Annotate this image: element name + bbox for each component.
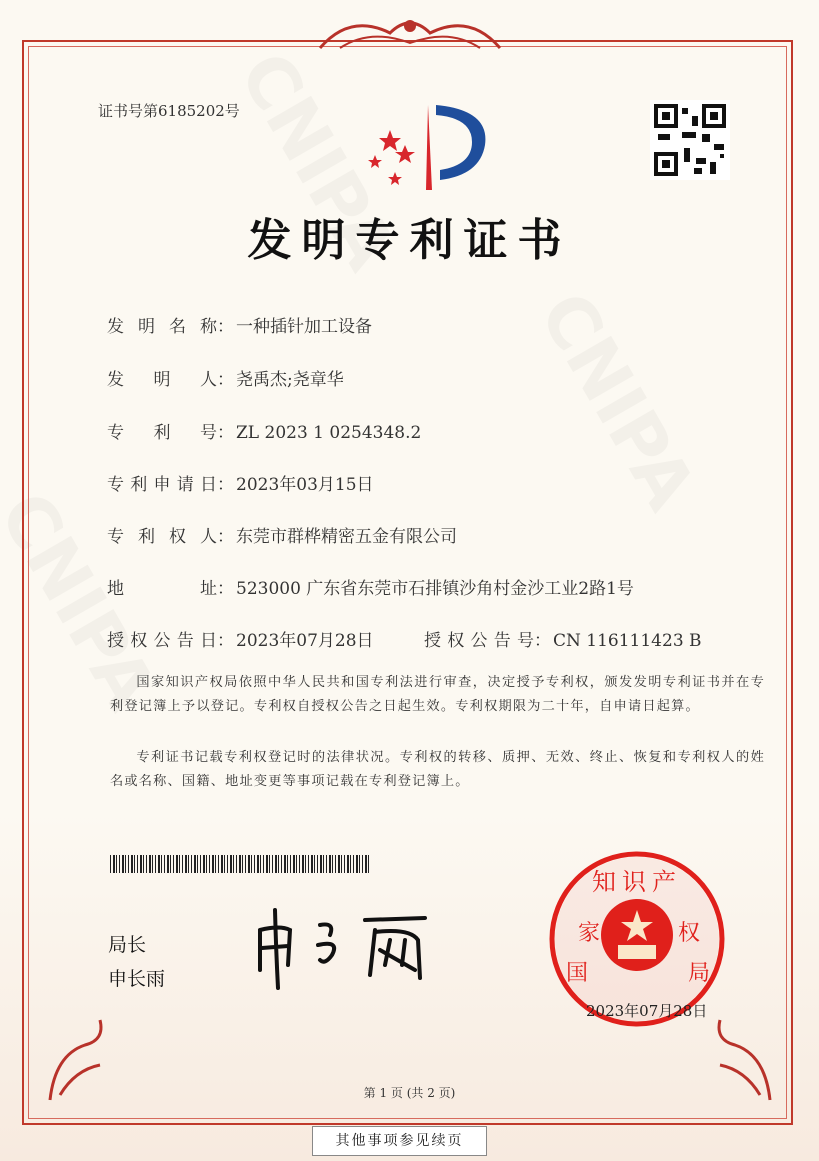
field-value: 一种插针加工设备 xyxy=(236,317,372,337)
field-value: 尧禹杰;尧章华 xyxy=(236,370,344,390)
top-ornament-icon xyxy=(310,8,510,58)
svg-text:知识产: 知识产 xyxy=(592,868,682,896)
field-value: 523000 广东省东莞市石排镇沙角村金沙工业2路1号 xyxy=(236,579,634,599)
field-label: 地址 xyxy=(107,579,217,599)
grant-statement-paragraph: 国家知识产权局依照中华人民共和国专利法进行审查，决定授予专利权，颁发发明专利证书并在专利登记簿上予以登记。专利权自授权公告之日起生效。专利权期限为二十年，自申请日起算。 xyxy=(110,675,765,714)
field-value: 2023年03月15日 xyxy=(236,475,374,495)
field-label: 专利权人 xyxy=(107,527,217,547)
director-signature xyxy=(250,900,440,990)
certificate-number: 证书号第6185202号 xyxy=(98,102,240,120)
field-patent-number: 专利号： ZL 2023 1 0254348.2 xyxy=(107,418,421,443)
field-label: 授权公告号 xyxy=(424,631,534,651)
field-grant-date: 授权公告日： 2023年07月28日 xyxy=(107,626,374,651)
barcode xyxy=(110,855,370,873)
seal-date: 2023年07月28日 xyxy=(586,1002,708,1020)
svg-text:局: 局 xyxy=(688,961,711,986)
director-title: 局长 xyxy=(108,934,147,956)
field-label: 发明人 xyxy=(107,370,217,390)
field-announcement-number: 授权公告号： CN 116111423 B xyxy=(424,626,702,651)
field-label: 发明名称 xyxy=(107,317,217,337)
field-address: 地址： 523000 广东省东莞市石排镇沙角村金沙工业2路1号 xyxy=(107,574,634,599)
field-patentee: 专利权人： 东莞市群桦精密五金有限公司 xyxy=(107,522,457,547)
legal-status-paragraph: 专利证书记载专利权登记时的法律状况。专利权的转移、质押、无效、终止、恢复和专利权人的姓名或名称、国籍、地址变更等事项记载在专利登记簿上。 xyxy=(110,750,765,789)
field-inventor: 发明人： 尧禹杰;尧章华 xyxy=(107,365,344,390)
certificate-title: 发明专利证书 xyxy=(247,215,572,266)
svg-text:权: 权 xyxy=(678,921,701,946)
svg-text:家: 家 xyxy=(578,921,601,946)
field-value: 2023年07月28日 xyxy=(236,631,374,651)
cnipa-logo-icon xyxy=(360,100,490,195)
qr-code-icon xyxy=(650,100,730,180)
field-label: 授权公告日 xyxy=(107,631,217,651)
field-label: 专利申请日 xyxy=(107,475,217,495)
field-value: ZL 2023 1 0254348.2 xyxy=(236,423,422,443)
field-invention-name: 发明名称： 一种插针加工设备 xyxy=(107,312,372,337)
director-name: 申长雨 xyxy=(108,968,166,990)
continued-note: 其他事项参见续页 xyxy=(312,1126,487,1156)
field-value: 东莞市群桦精密五金有限公司 xyxy=(236,527,457,547)
field-label: 专利号 xyxy=(107,423,217,443)
svg-text:国: 国 xyxy=(566,961,589,986)
field-application-date: 专利申请日： 2023年03月15日 xyxy=(107,470,374,495)
field-value: CN 116111423 B xyxy=(553,631,702,651)
page-indicator: 第 1 页 (共 2 页) xyxy=(363,1086,456,1100)
